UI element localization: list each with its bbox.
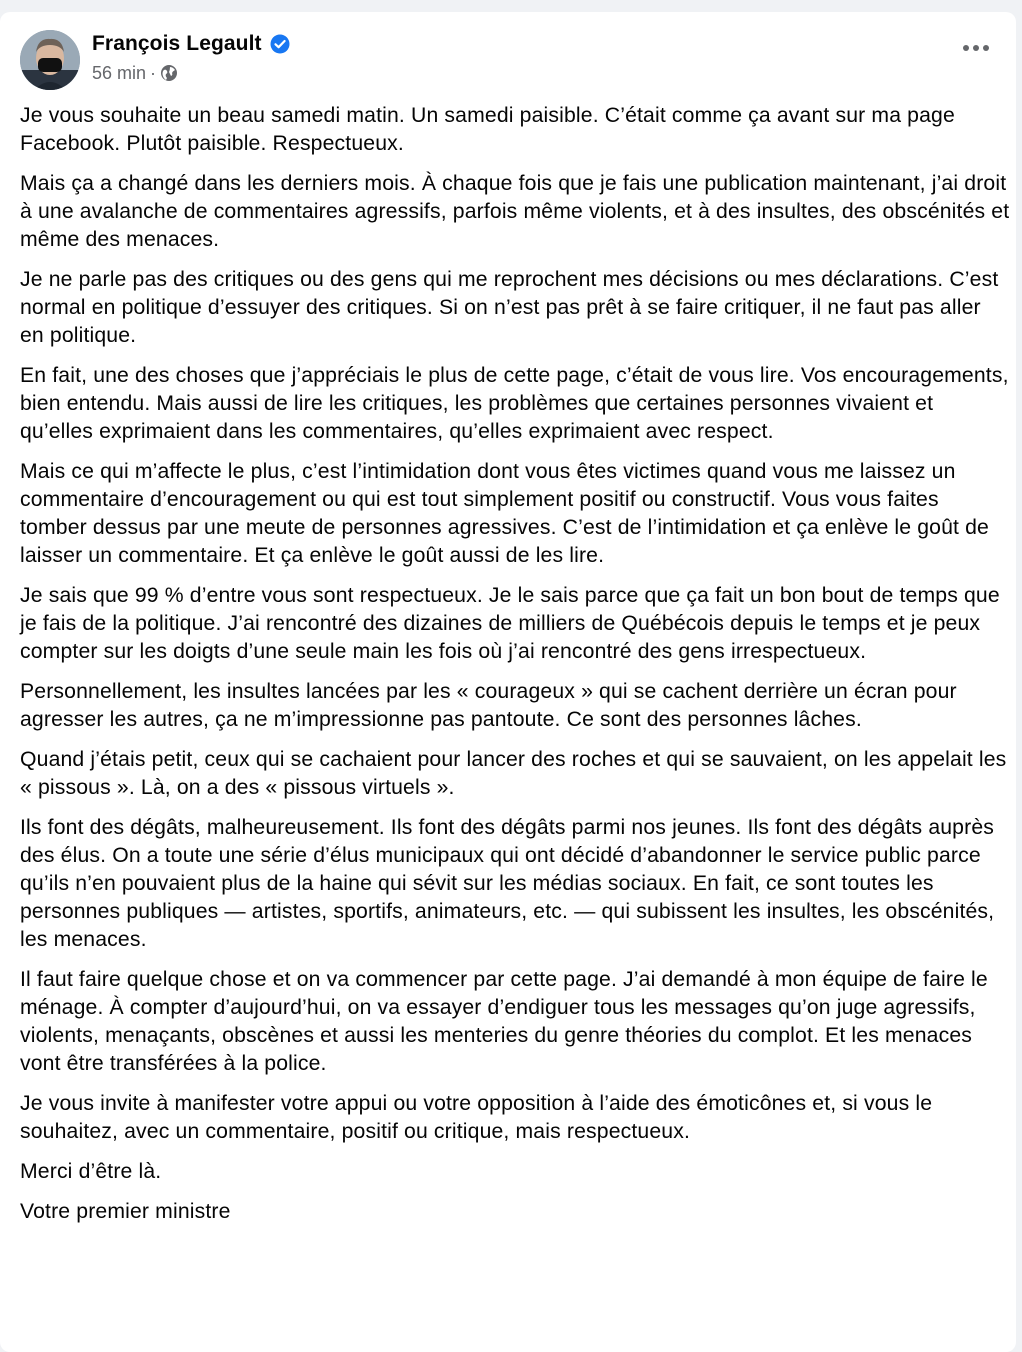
author-line xyxy=(92,30,290,58)
post-paragraph: Quand j’étais petit, ceux qui se cachaient pour lancer des roches et qui se sauvaient, on les appelait les « pissous ». Là, on a des « pissous virtuels ». xyxy=(20,748,1007,799)
post-meta xyxy=(92,62,290,84)
author-info xyxy=(92,30,290,84)
post-card xyxy=(0,12,1016,1352)
globe-icon[interactable] xyxy=(160,64,178,82)
post-header xyxy=(20,30,1000,90)
post-paragraph: Mais ce qui m’affecte le plus, c’est l’intimidation dont vous êtes victimes quand vous me laissez un commentaire d’encouragement ou qui est tout simplement positif ou constructif. Vous vous faites tomber dessus par une meute de personnes agressives. C’est de l’intimidation et ça enlève le goût de laisser un commentaire. Et ça enlève le goût aussi de les lire. xyxy=(20,460,989,567)
meta-separator: · xyxy=(150,62,157,83)
post-paragraph: Il faut faire quelque chose et on va commencer par cette page. J’ai demandé à mon équipe de faire le ménage. À compter d’aujourd’hui, on va essayer d’endiguer tous les messages qu’on juge agressifs, violents, menaçants, obscènes et aussi les menteries du genre théories du complot. Et les menaces vont être transférées à la police. xyxy=(20,968,988,1075)
author-avatar[interactable] xyxy=(20,30,80,90)
verified-badge-icon xyxy=(270,34,290,54)
post-paragraph: Mais ça a changé dans les derniers mois. À chaque fois que je fais une publication maintenant, j’ai droit à une avalanche de commentaires agressifs, parfois même violents, et à des insultes, des obscénités et même des menaces. xyxy=(20,172,1010,251)
post-paragraph: Votre premier ministre xyxy=(20,1200,231,1223)
post-paragraph: Personnellement, les insultes lancées par les « courageux » qui se cachent derrière un écran pour agresser les autres, ça ne m’impressionne pas pantoute. Ce sont des personnes lâches. xyxy=(20,680,957,731)
post-paragraph: En fait, une des choses que j’appréciais le plus de cette page, c’était de vous lire. Vos encouragements, bien entendu. Mais aussi de lire les critiques, les problèmes que certaines personnes vivaient et qu’elles exprimaient dans les commentaires, qu’elles exprimaient avec respect. xyxy=(20,364,1009,443)
more-options-icon[interactable] xyxy=(958,38,994,58)
post-paragraph: Je vous invite à manifester votre appui ou votre opposition à l’aide des émoticônes et, si vous le souhaitez, avec un commentaire, positif ou critique, mais respectueux. xyxy=(20,1092,933,1143)
author-name[interactable]: François Legault xyxy=(92,32,262,55)
post-paragraph: Merci d’être là. xyxy=(20,1160,162,1183)
post-paragraph: Ils font des dégâts, malheureusement. Ils font des dégâts parmi nos jeunes. Ils font des dégâts auprès des élus. On a toute une série d’élus municipaux qui ont décidé d’abandonner le service public parce qu’ils n’en pouvaient plus de la haine qui sévit sur les médias sociaux. En fait, ce sont toutes les personnes publiques — artistes, sportifs, animateurs, etc. — qui subissent les insultes, les obscénités, les menaces. xyxy=(20,816,995,951)
post-timestamp[interactable]: 56 min xyxy=(92,62,147,83)
post-paragraph: Je ne parle pas des critiques ou des gens qui me reprochent mes décisions ou mes déclarations. C’est normal en politique d’essuyer des critiques. Si on n’est pas prêt à se faire critiquer, il ne faut pas aller en politique. xyxy=(20,268,999,347)
post-paragraph: Je sais que 99 % d’entre vous sont respectueux. Je le sais parce que ça fait un bon bout de temps que je fais de la politique. J’ai rencontré des dizaines de milliers de Québécois depuis le temps et je peux compter sur les doigts d’une seule main les fois où j’ai rencontré des gens irrespectueux. xyxy=(20,584,1000,663)
post-paragraph: Je vous souhaite un beau samedi matin. Un samedi paisible. C’était comme ça avant sur ma page Facebook. Plutôt paisible. Respectueux. xyxy=(20,104,955,155)
post-body xyxy=(20,102,1010,1238)
